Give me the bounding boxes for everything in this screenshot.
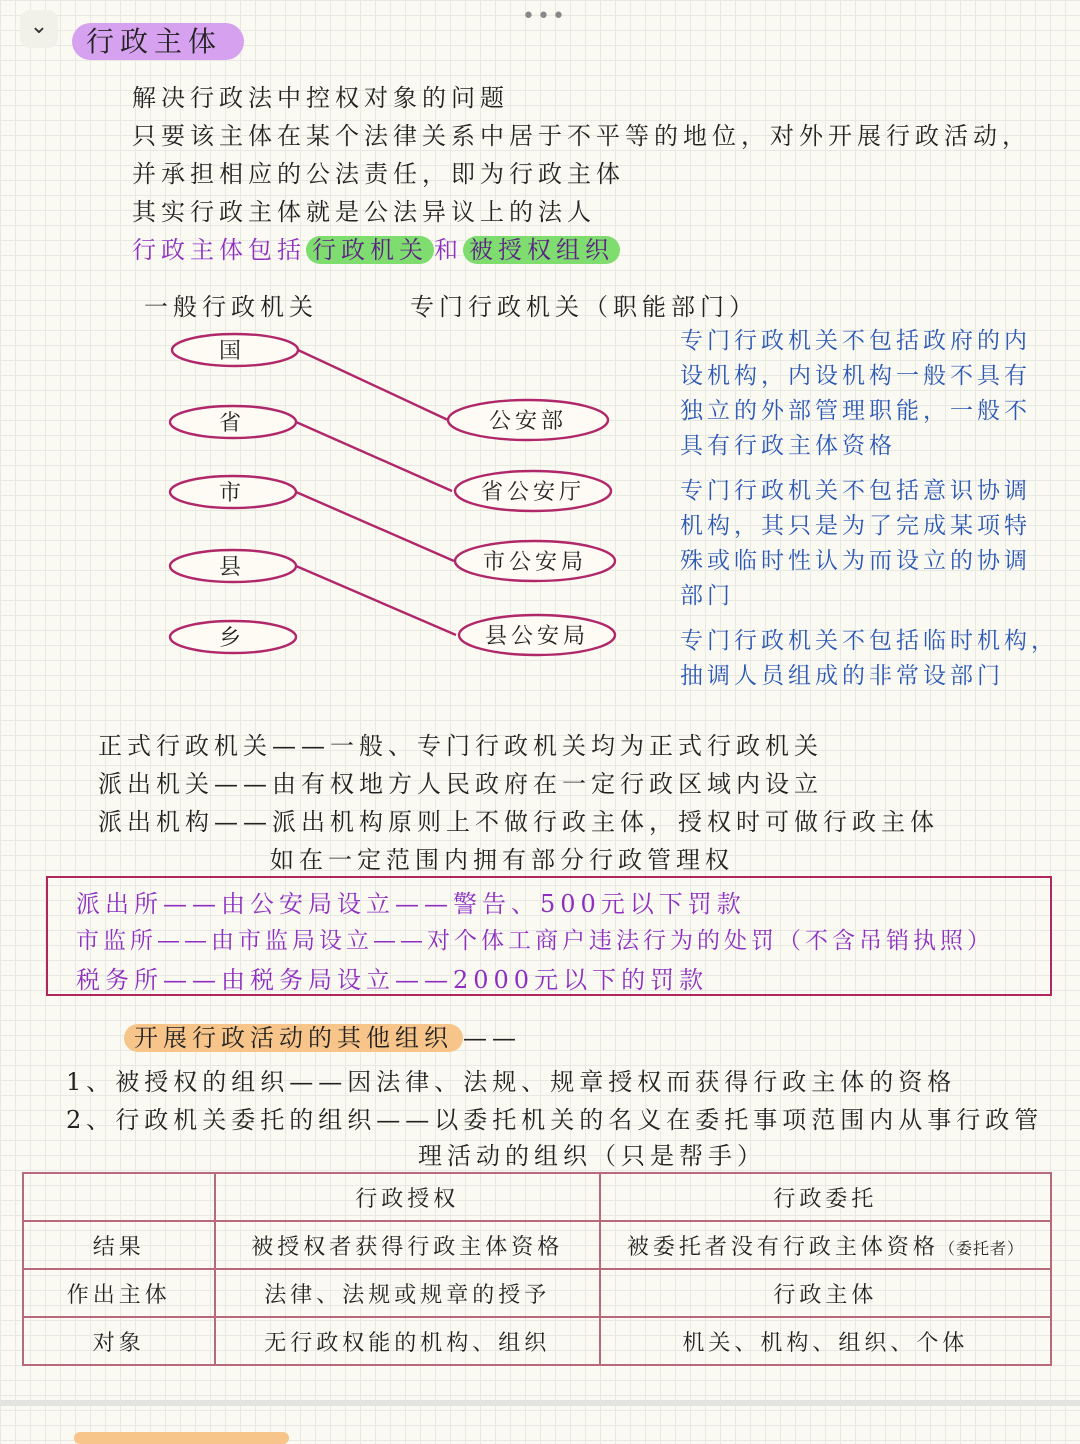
note2-line-1: 专门行政机关不包括意识协调 [680, 478, 1031, 504]
level-shi-label: 市 [218, 481, 246, 506]
chevron-down-icon[interactable]: ⌄ [20, 10, 58, 48]
intro-line-3: 并承担相应的公法责任，即为行政主体 [132, 160, 625, 188]
authorization-vs-entrustment-table [22, 1172, 1052, 1366]
general-organ-heading: 一般行政机关 [144, 293, 318, 321]
table-cell-small-note: （委托者） [938, 1238, 1024, 1258]
table-cell [600, 1221, 1051, 1269]
dept-ministry-label: 公安部 [488, 409, 568, 434]
note1-line-2: 设机构，内设机构一般不具有 [680, 363, 1031, 389]
note1-line-4: 具有行政主体资格 [680, 433, 896, 459]
dept-county-label: 县公安局 [484, 624, 590, 649]
police-station-line: 派出所——由公安局设立——警告、500元以下罚款 [76, 890, 746, 918]
other-orgs-dash: —— [463, 1024, 521, 1052]
page-title [72, 20, 244, 60]
note2-line-3: 殊或临时性认为而设立的协调 [680, 548, 1031, 574]
intro-line-1: 解决行政法中控权对象的问题 [132, 84, 509, 112]
table-cell: 结果 [23, 1221, 215, 1269]
table-header-authorization: 行政授权 [215, 1173, 600, 1221]
note3-line-1: 专门行政机关不包括临时机构， [680, 628, 1058, 654]
dispatched-org-line: 派出机构——派出机构原则上不做行政主体，授权时可做行政主体 [98, 808, 939, 836]
table-header-row [23, 1173, 1051, 1221]
note3-line-2: 抽调人员组成的非常设部门 [680, 663, 1004, 689]
note2-line-2: 机构，其只是为了完成某项特 [680, 513, 1031, 539]
tax-office-line: 税务所——由税务局设立——2000元以下的罚款 [76, 966, 709, 994]
authorized-org-highlight: 被授权组织 [463, 236, 620, 264]
dispatched-org-line-cont: 如在一定范围内拥有部分行政管理权 [270, 846, 734, 874]
level-sheng-label: 省 [218, 411, 246, 436]
dept-province-label: 省公安厅 [480, 480, 586, 505]
intro-line-5 [132, 230, 620, 265]
entrusted-org-item: 2、行政机关委托的组织——以委托机关的名义在委托事项范围内从事行政管 [66, 1106, 1044, 1134]
intro-line-2: 只要该主体在某个法律关系中居于不平等的地位，对外开展行政活动， [132, 122, 1031, 150]
entrusted-org-item-cont: 理活动的组织（只是帮手） [418, 1142, 766, 1170]
admin-organ-highlight: 行政机关 [306, 236, 434, 264]
connector-sheng [296, 422, 452, 491]
special-organ-heading: 专门行政机关（职能部门） [410, 293, 758, 321]
table-cell: 机关、机构、组织、个体 [600, 1317, 1051, 1365]
table-cell: 对象 [23, 1317, 215, 1365]
connector-xian [296, 566, 456, 635]
connector-shi [296, 492, 454, 561]
note1-line-1: 专门行政机关不包括政府的内 [680, 328, 1031, 354]
next-page-highlight [74, 1432, 289, 1444]
table-header-entrustment: 行政委托 [600, 1173, 1051, 1221]
connector-guo [298, 350, 448, 420]
table-row [23, 1221, 1051, 1269]
formal-organ-line: 正式行政机关——一般、专门行政机关均为正式行政机关 [98, 732, 823, 760]
level-xian-label: 县 [218, 555, 246, 580]
other-orgs-heading [124, 1018, 521, 1053]
dispatched-agency-line: 派出机关——由有权地方人民政府在一定行政区域内设立 [98, 770, 823, 798]
note1-line-3: 独立的外部管理职能，一般不 [680, 398, 1031, 424]
table-cell: 行政主体 [600, 1269, 1051, 1317]
note2-line-4: 部门 [680, 583, 734, 609]
table-cell: 法律、法规或规章的授予 [215, 1269, 600, 1317]
page-divider [0, 1400, 1080, 1406]
title-highlight: 行政主体 [72, 23, 244, 60]
table-header-blank [23, 1173, 215, 1221]
connector-lines [296, 350, 456, 635]
intro-line-5-prefix: 行政主体包括 [132, 236, 306, 264]
table-row [23, 1317, 1051, 1365]
intro-line-4: 其实行政主体就是公法异议上的法人 [132, 198, 596, 226]
organ-mapping-diagram [160, 320, 630, 670]
table-cell-text: 被委托者没有行政主体资格 [626, 1234, 939, 1260]
dept-city-label: 市公安局 [482, 550, 588, 575]
level-xiang-label: 乡 [218, 626, 246, 651]
table-cell: 作出主体 [23, 1269, 215, 1317]
table-cell: 被授权者获得行政主体资格 [215, 1221, 600, 1269]
other-orgs-highlight: 开展行政活动的其他组织 [124, 1024, 463, 1052]
market-supervision-line: 市监所——由市监局设立——对个体工商户违法行为的处罚（不含吊销执照） [76, 928, 994, 954]
level-guo-label: 国 [218, 339, 246, 364]
intro-line-5-mid: 和 [434, 236, 463, 264]
table-cell: 无行政权能的机构、组织 [215, 1317, 600, 1365]
table-row [23, 1269, 1051, 1317]
more-options-icon[interactable]: ••• [522, 4, 567, 29]
authorized-org-item: 1、被授权的组织——因法律、法规、规章授权而获得行政主体的资格 [66, 1068, 957, 1096]
